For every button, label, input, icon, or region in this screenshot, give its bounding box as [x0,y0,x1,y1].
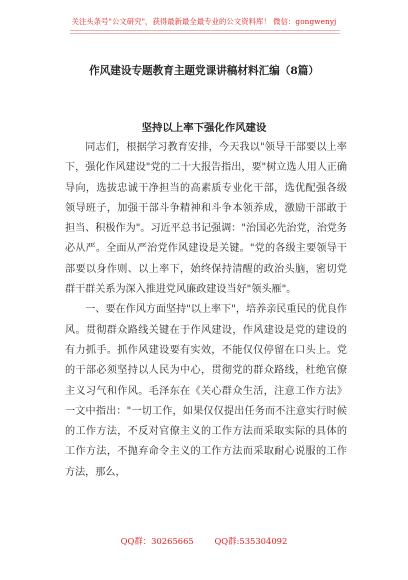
banner-divider-top [70,30,340,31]
paragraph: 同志们，根据学习教育安排，今天我以"领导干部要以上率下，强化作风建设"党的二十大报告指出，要"树立选人用人正确导向，选拔忠诚干净担当的高素质专业化干部，选优配强各级领导班子，加强干部斗争精神和斗争本领养成，激励干部敢于担当、积极作为"。习近平总书记强调："治国必先治党，治党务必从严。全面从严治党作风建设是关键。"党的各级主要领导干部要以身作则、以上率下，始终保持清醒的政治头脑，密切党群干群关系为深入推进党风廉政建设当好"领头雁"。 [65,142,347,296]
section-title: 坚持以上率下强化作风建设 [141,122,267,134]
banner-divider-bottom [70,33,340,34]
footer-contacts [0,535,408,547]
footer-qq-group-1: QQ群：30265665 [120,536,194,546]
document-body [65,138,347,483]
footer-qq-group-2: QQ群:535304092 [214,536,288,546]
banner-text: 关注头条号"公文研究"，获得最新最全最专业的公文资料库！ 微信：gongwenyj [71,17,337,26]
paragraph: 一、要在作风方面坚持"以上率下"，培养亲民重民的优良作风。贯彻群众路线关键在于作风建设，作风建设是党的建设的有力抓手。抓作风建设要有实效，不能仅仅停留在口头上。党的干部必须坚持以人民为中心，贯彻党的群众路线，杜绝官僚主义习气和作风。毛泽东在《关心群众生活，注意工作方法》一文中指出："一切工作，如果仅仅提出任务而不注意实行时候的工作方法，不反对官僚主义的工作方法而采取实际的具体的工作方法，不抛弃命令主义的工作方法而采取耐心说服的工作方法，那么， [65,304,347,478]
document-title: 作风建设专题教育主题党课讲稿材料汇编（8篇） [89,65,319,77]
header-banner [0,17,408,27]
